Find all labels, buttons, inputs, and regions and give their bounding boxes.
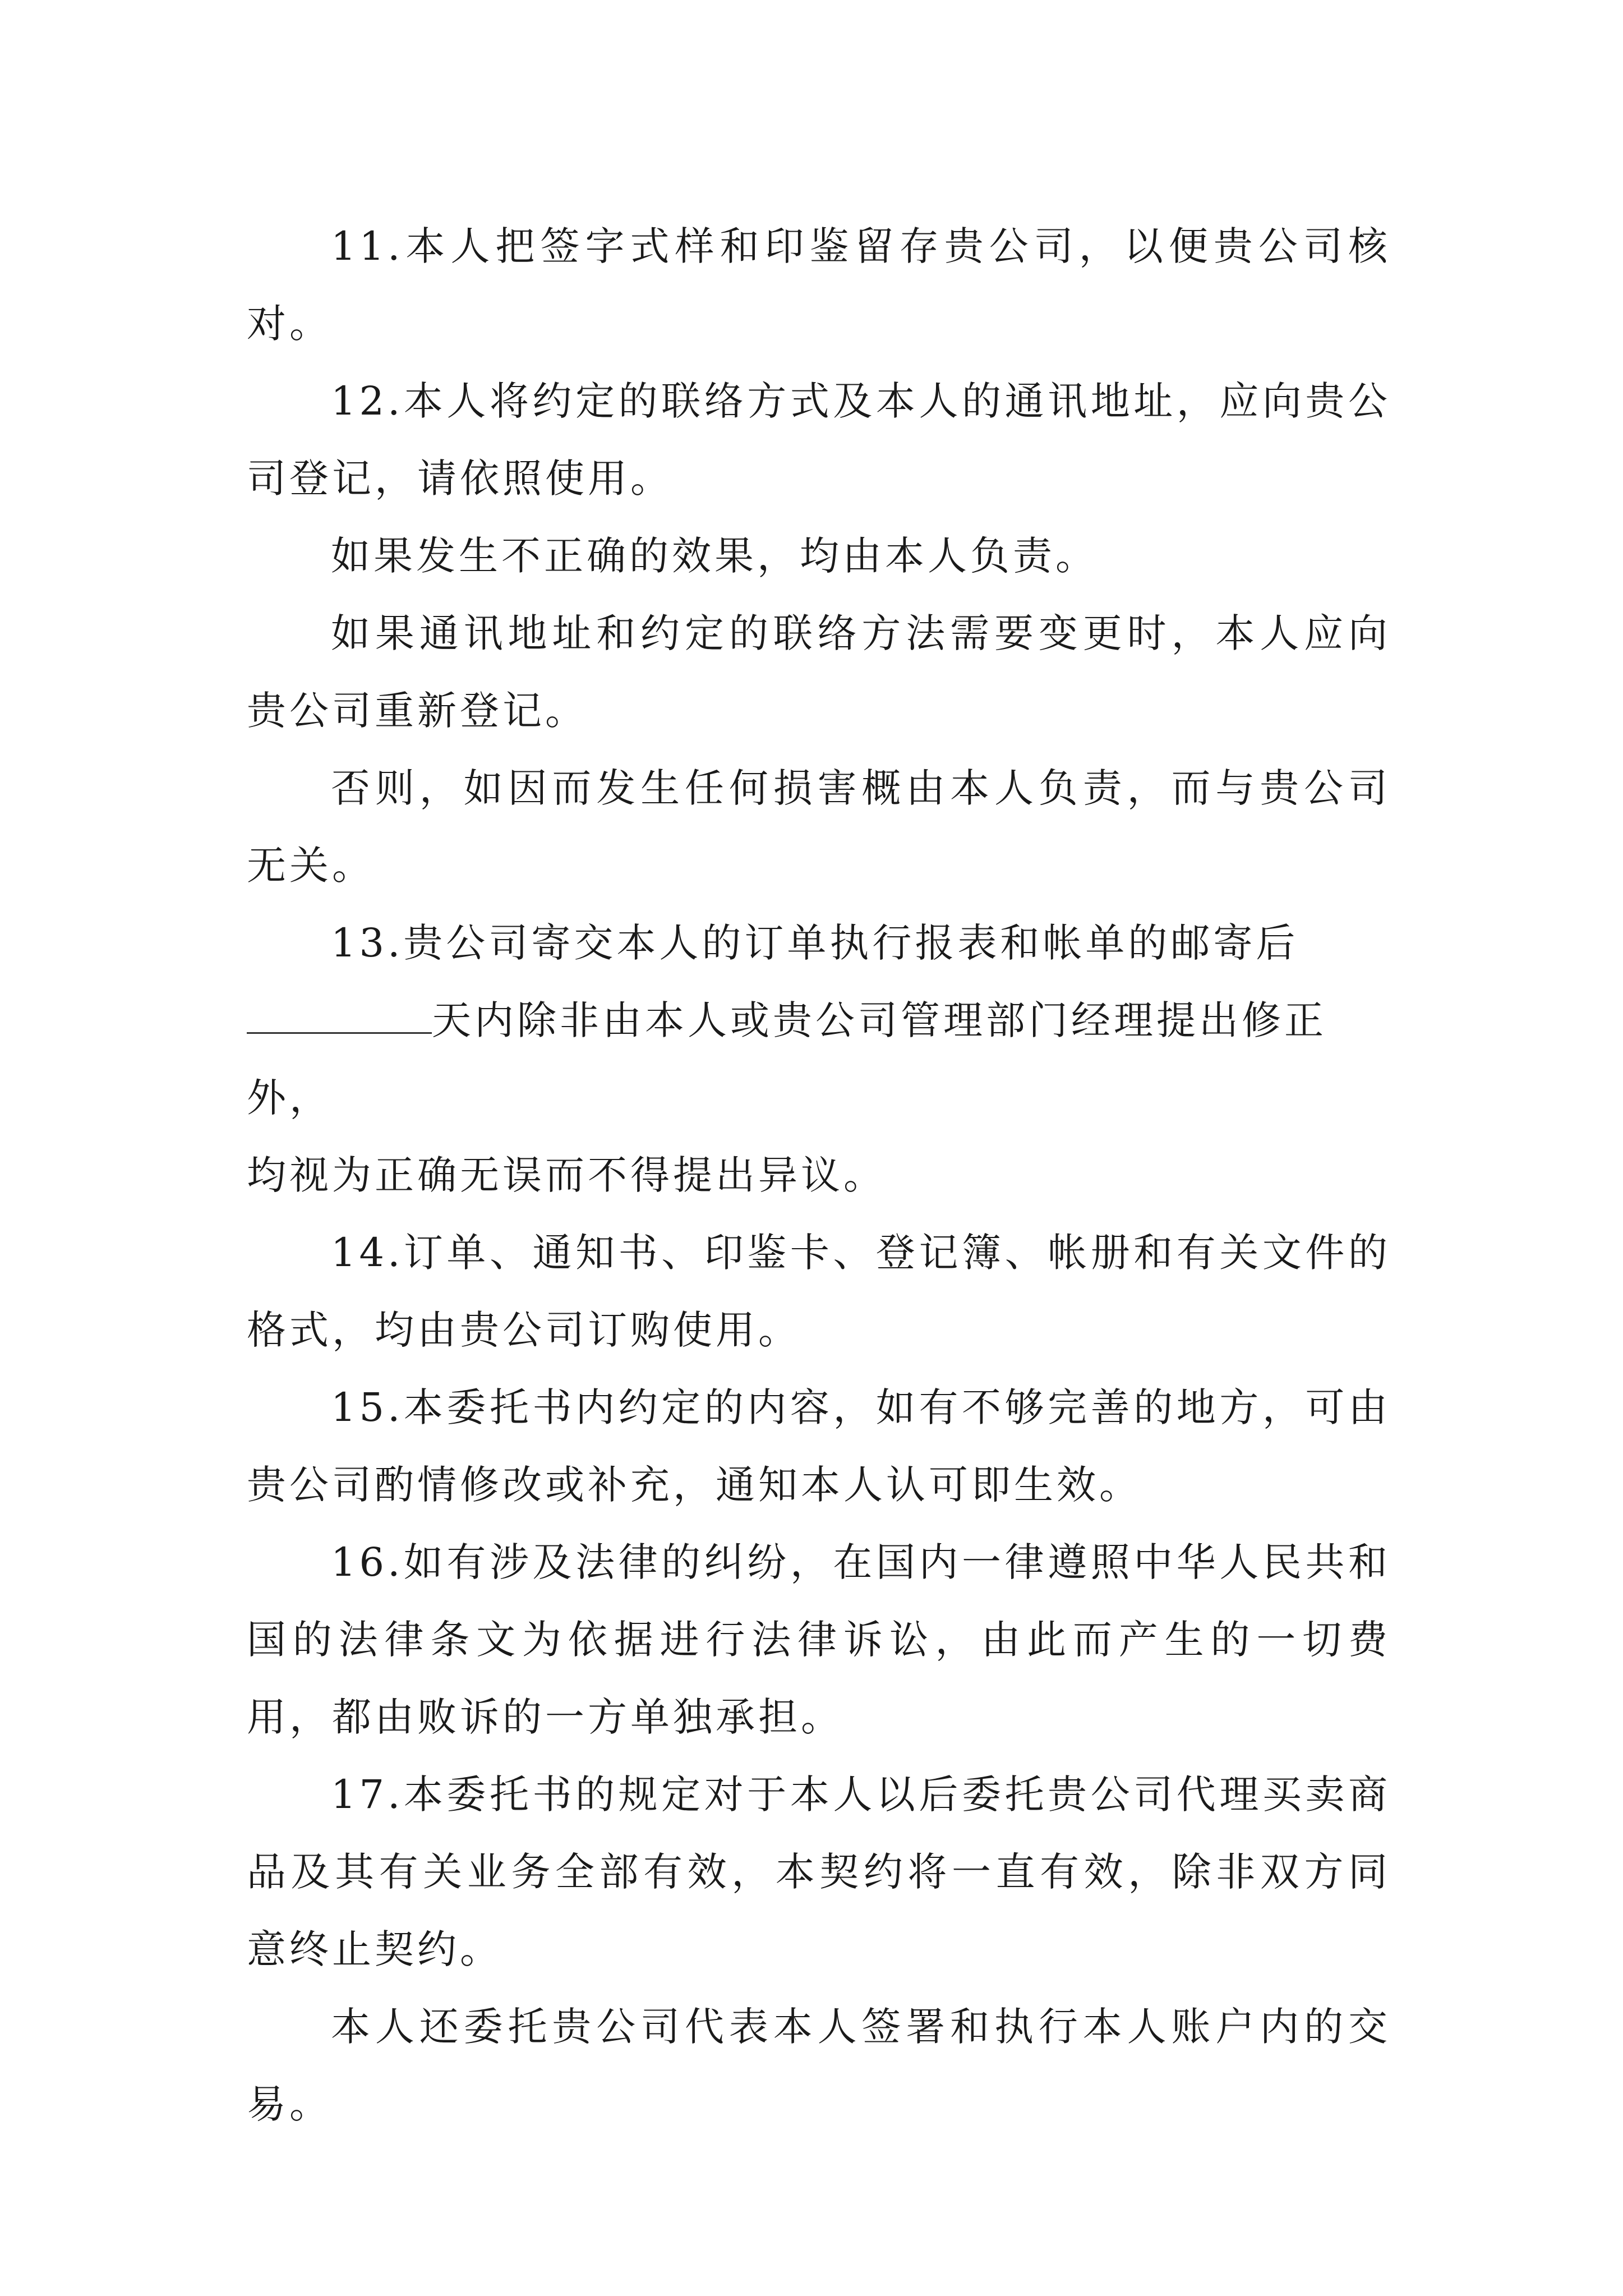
paragraph-13-line-1: 13.贵公司寄交本人的订单执行报表和帐单的邮寄后	[331, 920, 1299, 966]
paragraph-otherwise: 否则，如因而发生任何损害概由本人负责，而与贵公司无关。	[247, 765, 1391, 889]
paragraph-16: 16.如有涉及法律的纠纷，在国内一律遵照中华人民共和国的法律条文为依据进行法律诉讼，由此而产生的一切费用，都由败诉的一方单独承担。	[247, 1539, 1391, 1740]
paragraph-12: 12.本人将约定的联络方式及本人的通讯地址，应向贵公司登记，请依照使用。	[247, 378, 1391, 501]
paragraph-17: 17.本委托书的规定对于本人以后委托贵公司代理买卖商品及其有关业务全部有效，本契约将一直有效，除非双方同意终止契约。	[247, 1772, 1391, 1972]
paragraph-13-line-3: 均视为正确无误而不得提出异议。	[247, 1152, 886, 1198]
paragraph-entrust: 本人还委托贵公司代表本人签署和执行本人账户内的交易。	[247, 2004, 1391, 2127]
document-body	[247, 208, 1391, 2143]
paragraph-14: 14.订单、通知书、印鉴卡、登记簿、帐册和有关文件的格式，均由贵公司订购使用。	[247, 1230, 1391, 1353]
days-blank-field	[247, 999, 432, 1034]
paragraph-15: 15.本委托书内约定的内容，如有不够完善的地方，可由贵公司酌情修改或补充，通知本人认可即生效。	[247, 1384, 1391, 1508]
paragraph-result: 如果发生不正确的效果，均由本人负责。	[331, 533, 1098, 579]
paragraph-11: 11.本人把签字式样和印鉴留存贵公司，以便贵公司核对。	[247, 223, 1391, 347]
paragraph-13-line-2: 天内除非由本人或贵公司管理部门经理提出修正外，	[247, 997, 1327, 1121]
paragraph-change-address: 如果通讯地址和约定的联络方法需要变更时，本人应向贵公司重新登记。	[247, 610, 1391, 734]
paragraph-13	[247, 904, 1391, 1214]
